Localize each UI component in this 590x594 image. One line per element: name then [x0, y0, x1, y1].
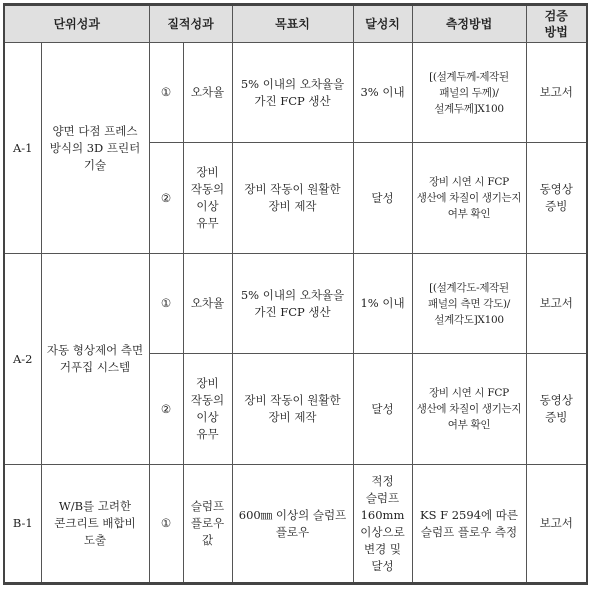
quality-metric: 슬럼프 플로우 값	[183, 465, 232, 584]
quality-metric: 오차율	[183, 43, 232, 143]
item-number: ①	[149, 43, 183, 143]
target-value: 장비 작동이 원활한 장비 제작	[232, 354, 353, 465]
unit-name: 양면 다점 프레스 방식의 3D 프린터 기술	[41, 43, 149, 254]
measurement-method: KS F 2594에 따른 슬럼프 플로우 측정	[412, 465, 526, 584]
measurement-method: 장비 시연 시 FCP 생산에 차질이 생기는지 여부 확인	[412, 354, 526, 465]
target-value: 5% 이내의 오차율을 가진 FCP 생산	[232, 43, 353, 143]
achieved-value: 달성	[353, 354, 412, 465]
item-number: ②	[149, 143, 183, 254]
header-target: 목표치	[232, 5, 353, 43]
quality-metric: 오차율	[183, 254, 232, 354]
measurement-method: [(설계각도-제작된 패널의 측면 각도)/설계각도]X100	[412, 254, 526, 354]
target-value: 장비 작동이 원활한 장비 제작	[232, 143, 353, 254]
measurement-method: [(설계두께-제작된 패널의 두께)/설계두께]X100	[412, 43, 526, 143]
unit-name: W/B를 고려한 콘크리트 배합비 도출	[41, 465, 149, 584]
unit-id: A-1	[4, 43, 41, 254]
achieved-value: 달성	[353, 143, 412, 254]
verification-method: 보고서	[526, 254, 587, 354]
item-number: ②	[149, 354, 183, 465]
unit-id: B-1	[4, 465, 41, 584]
target-value: 5% 이내의 오차율을 가진 FCP 생산	[232, 254, 353, 354]
verification-method: 보고서	[526, 43, 587, 143]
item-number: ①	[149, 254, 183, 354]
achieved-value: 1% 이내	[353, 254, 412, 354]
target-value: 600㎜ 이상의 슬럼프 플로우	[232, 465, 353, 584]
achieved-value: 적정 슬럼프 160mm 이상으로 변경 및 달성	[353, 465, 412, 584]
table-row	[4, 43, 587, 143]
verification-method: 보고서	[526, 465, 587, 584]
header-method: 측정방법	[412, 5, 526, 43]
achieved-value: 3% 이내	[353, 43, 412, 143]
header-verify: 검증 방법	[526, 5, 587, 43]
measurement-method: 장비 시연 시 FCP 생산에 차질이 생기는지 여부 확인	[412, 143, 526, 254]
header-quality: 질적성과	[149, 5, 232, 43]
verification-method: 동영상 증빙	[526, 354, 587, 465]
quality-metric: 장비 작동의 이상 유무	[183, 143, 232, 254]
quality-metric: 장비 작동의 이상 유무	[183, 354, 232, 465]
performance-table-container	[3, 3, 588, 585]
unit-id: A-2	[4, 254, 41, 465]
table-row	[4, 254, 587, 354]
unit-name: 자동 형상제어 측면 거푸집 시스템	[41, 254, 149, 465]
table-row	[4, 465, 587, 584]
item-number: ①	[149, 465, 183, 584]
header-unit: 단위성과	[4, 5, 149, 43]
performance-table	[3, 3, 588, 585]
verification-method: 동영상 증빙	[526, 143, 587, 254]
header-achieved: 달성치	[353, 5, 412, 43]
